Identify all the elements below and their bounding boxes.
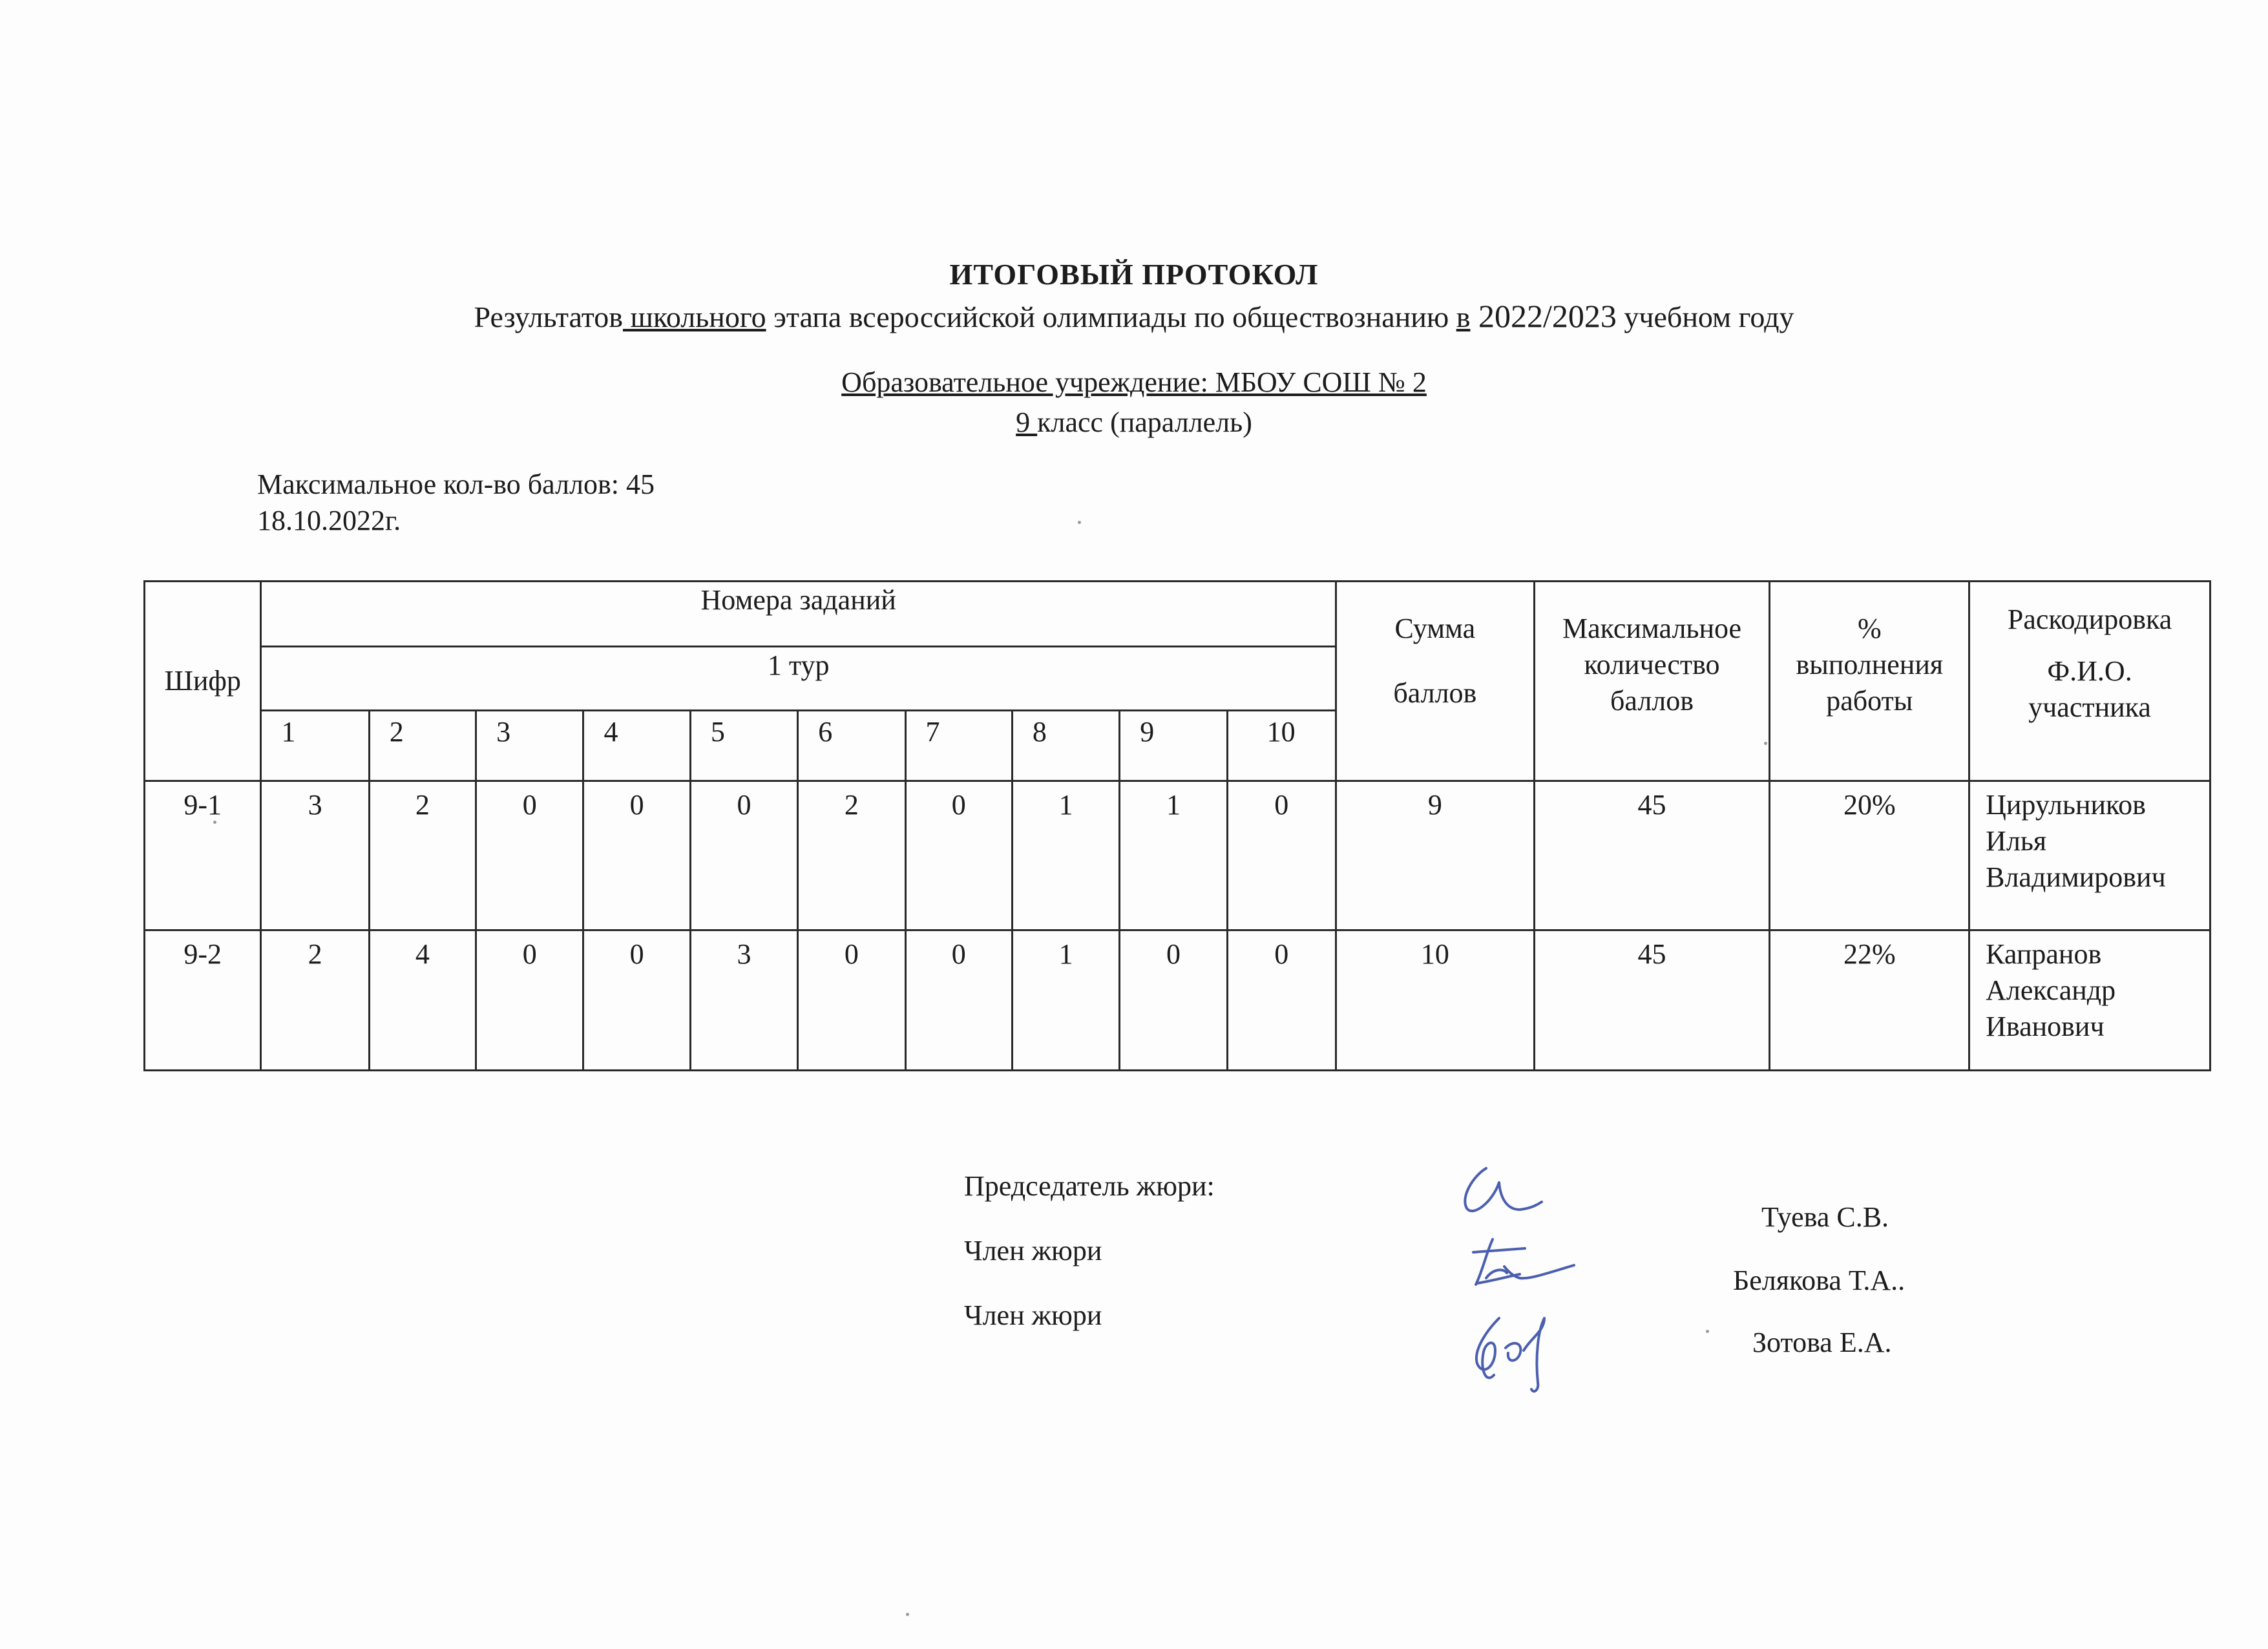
score-cell: 0 (583, 930, 690, 1071)
document-title: ИТОГОВЫЙ ПРОТОКОЛ (949, 258, 1319, 291)
fio-header-line: участника (2028, 691, 2151, 723)
document-subtitle (0, 297, 2268, 335)
cipher-cell: 9-2 (145, 930, 261, 1071)
cipher-cell: 9-1 (145, 781, 261, 930)
task-number: 7 (905, 711, 1012, 781)
subtitle-part-underlined: в (1456, 300, 1471, 333)
fio-header-line: Раскодировка (2007, 604, 2172, 635)
fio-line: Владимирович (1986, 861, 2166, 893)
jury-member-role: Член жюри (964, 1235, 1102, 1266)
table-row (145, 781, 2210, 930)
percent-header-line: выполнения (1796, 649, 1944, 680)
fio-cell (1969, 930, 2210, 1071)
score-cell: 0 (1227, 930, 1336, 1071)
task-number: 9 (1120, 711, 1227, 781)
score-cell: 0 (690, 781, 797, 930)
percent-header-line: % (1857, 613, 1882, 644)
percent-header-line: работы (1826, 685, 1913, 717)
score-cell: 0 (798, 930, 905, 1071)
score-cell: 0 (476, 781, 583, 930)
percent-cell: 22% (1770, 930, 1969, 1071)
max-header-line: количество (1584, 649, 1720, 680)
sum-header (1336, 582, 1534, 781)
max-points-line: Максимальное кол-во баллов: 45 (257, 468, 655, 500)
score-cell: 4 (369, 930, 476, 1071)
percent-header (1770, 582, 1969, 781)
sum-header-line: Сумма (1394, 613, 1476, 644)
sum-header-line: баллов (1393, 677, 1477, 709)
score-cell: 1 (1012, 781, 1119, 930)
jury-member-role: Член жюри (964, 1299, 1102, 1331)
sum-cell: 9 (1336, 781, 1534, 930)
jury-chair-role: Председатель жюри: (964, 1170, 1215, 1202)
score-cell: 0 (583, 781, 690, 930)
subtitle-part: Результатов (474, 300, 623, 333)
task-number: 5 (690, 711, 797, 781)
scan-speck (906, 1613, 909, 1616)
round-header: 1 тур (261, 647, 1336, 711)
task-number: 3 (476, 711, 583, 781)
organization-text: Образовательное учреждение: МБОУ СОШ № 2 (841, 366, 1427, 398)
grade-line (0, 406, 2268, 439)
grade-number: 9 (1016, 406, 1038, 438)
fio-cell (1969, 781, 2210, 930)
max-header-line: баллов (1610, 685, 1694, 717)
subtitle-year: 2022/2023 (1470, 298, 1617, 334)
jury-member-name: Белякова Т.А.. (1733, 1265, 1906, 1296)
organization-line (0, 366, 2268, 399)
task-number: 4 (583, 711, 690, 781)
task-numbers-header: Номера заданий (261, 582, 1336, 647)
jury-member-name: Зотова Е.А. (1752, 1327, 1892, 1358)
fio-line: Александр (1986, 974, 2116, 1006)
score-cell: 0 (1120, 930, 1227, 1071)
task-number: 2 (369, 711, 476, 781)
score-cell: 1 (1120, 781, 1227, 930)
max-cell: 45 (1534, 781, 1770, 930)
percent-cell: 20% (1770, 781, 1969, 930)
header-row-tasks (145, 582, 2210, 647)
task-number: 8 (1012, 711, 1119, 781)
max-header (1534, 582, 1770, 781)
task-number: 1 (261, 711, 369, 781)
score-cell: 0 (1227, 781, 1336, 930)
score-cell: 2 (261, 930, 369, 1071)
fio-line: Илья (1986, 825, 2047, 857)
score-cell: 3 (261, 781, 369, 930)
table-row (145, 930, 2210, 1071)
grade-text: класс (параллель) (1037, 406, 1252, 438)
score-cell: 3 (690, 930, 797, 1071)
scan-speck (1706, 1330, 1709, 1333)
fio-line: Капранов (1986, 938, 2102, 970)
score-cell: 0 (905, 781, 1012, 930)
results-table (143, 580, 2211, 1071)
fio-header-line: Ф.И.О. (2047, 655, 2132, 687)
cipher-header: Шифр (145, 582, 261, 781)
task-number: 6 (798, 711, 905, 781)
score-cell: 2 (369, 781, 476, 930)
subtitle-part: этапа всероссийской олимпиады по обществознанию (766, 300, 1456, 333)
subtitle-part-underlined: школьного (622, 300, 766, 333)
spacer (1970, 638, 2209, 653)
score-cell: 2 (798, 781, 905, 930)
score-cell: 0 (905, 930, 1012, 1071)
score-cell: 0 (476, 930, 583, 1071)
handwritten-signatures (1447, 1157, 1602, 1415)
spacer (1337, 647, 1533, 675)
max-header-line: Максимальное (1562, 613, 1742, 644)
subtitle-part: учебном году (1616, 300, 1794, 333)
meta-block (257, 467, 655, 539)
fio-header (1969, 582, 2210, 781)
jury-chair-name: Туева С.В. (1761, 1201, 1889, 1233)
sum-cell: 10 (1336, 930, 1534, 1071)
date-line: 18.10.2022г. (257, 505, 401, 536)
fio-line: Иванович (1986, 1011, 2105, 1042)
fio-line: Цирульников (1986, 789, 2146, 821)
scan-speck (1078, 521, 1081, 524)
score-cell: 1 (1012, 930, 1119, 1071)
task-number: 10 (1227, 711, 1336, 781)
max-cell: 45 (1534, 930, 1770, 1071)
